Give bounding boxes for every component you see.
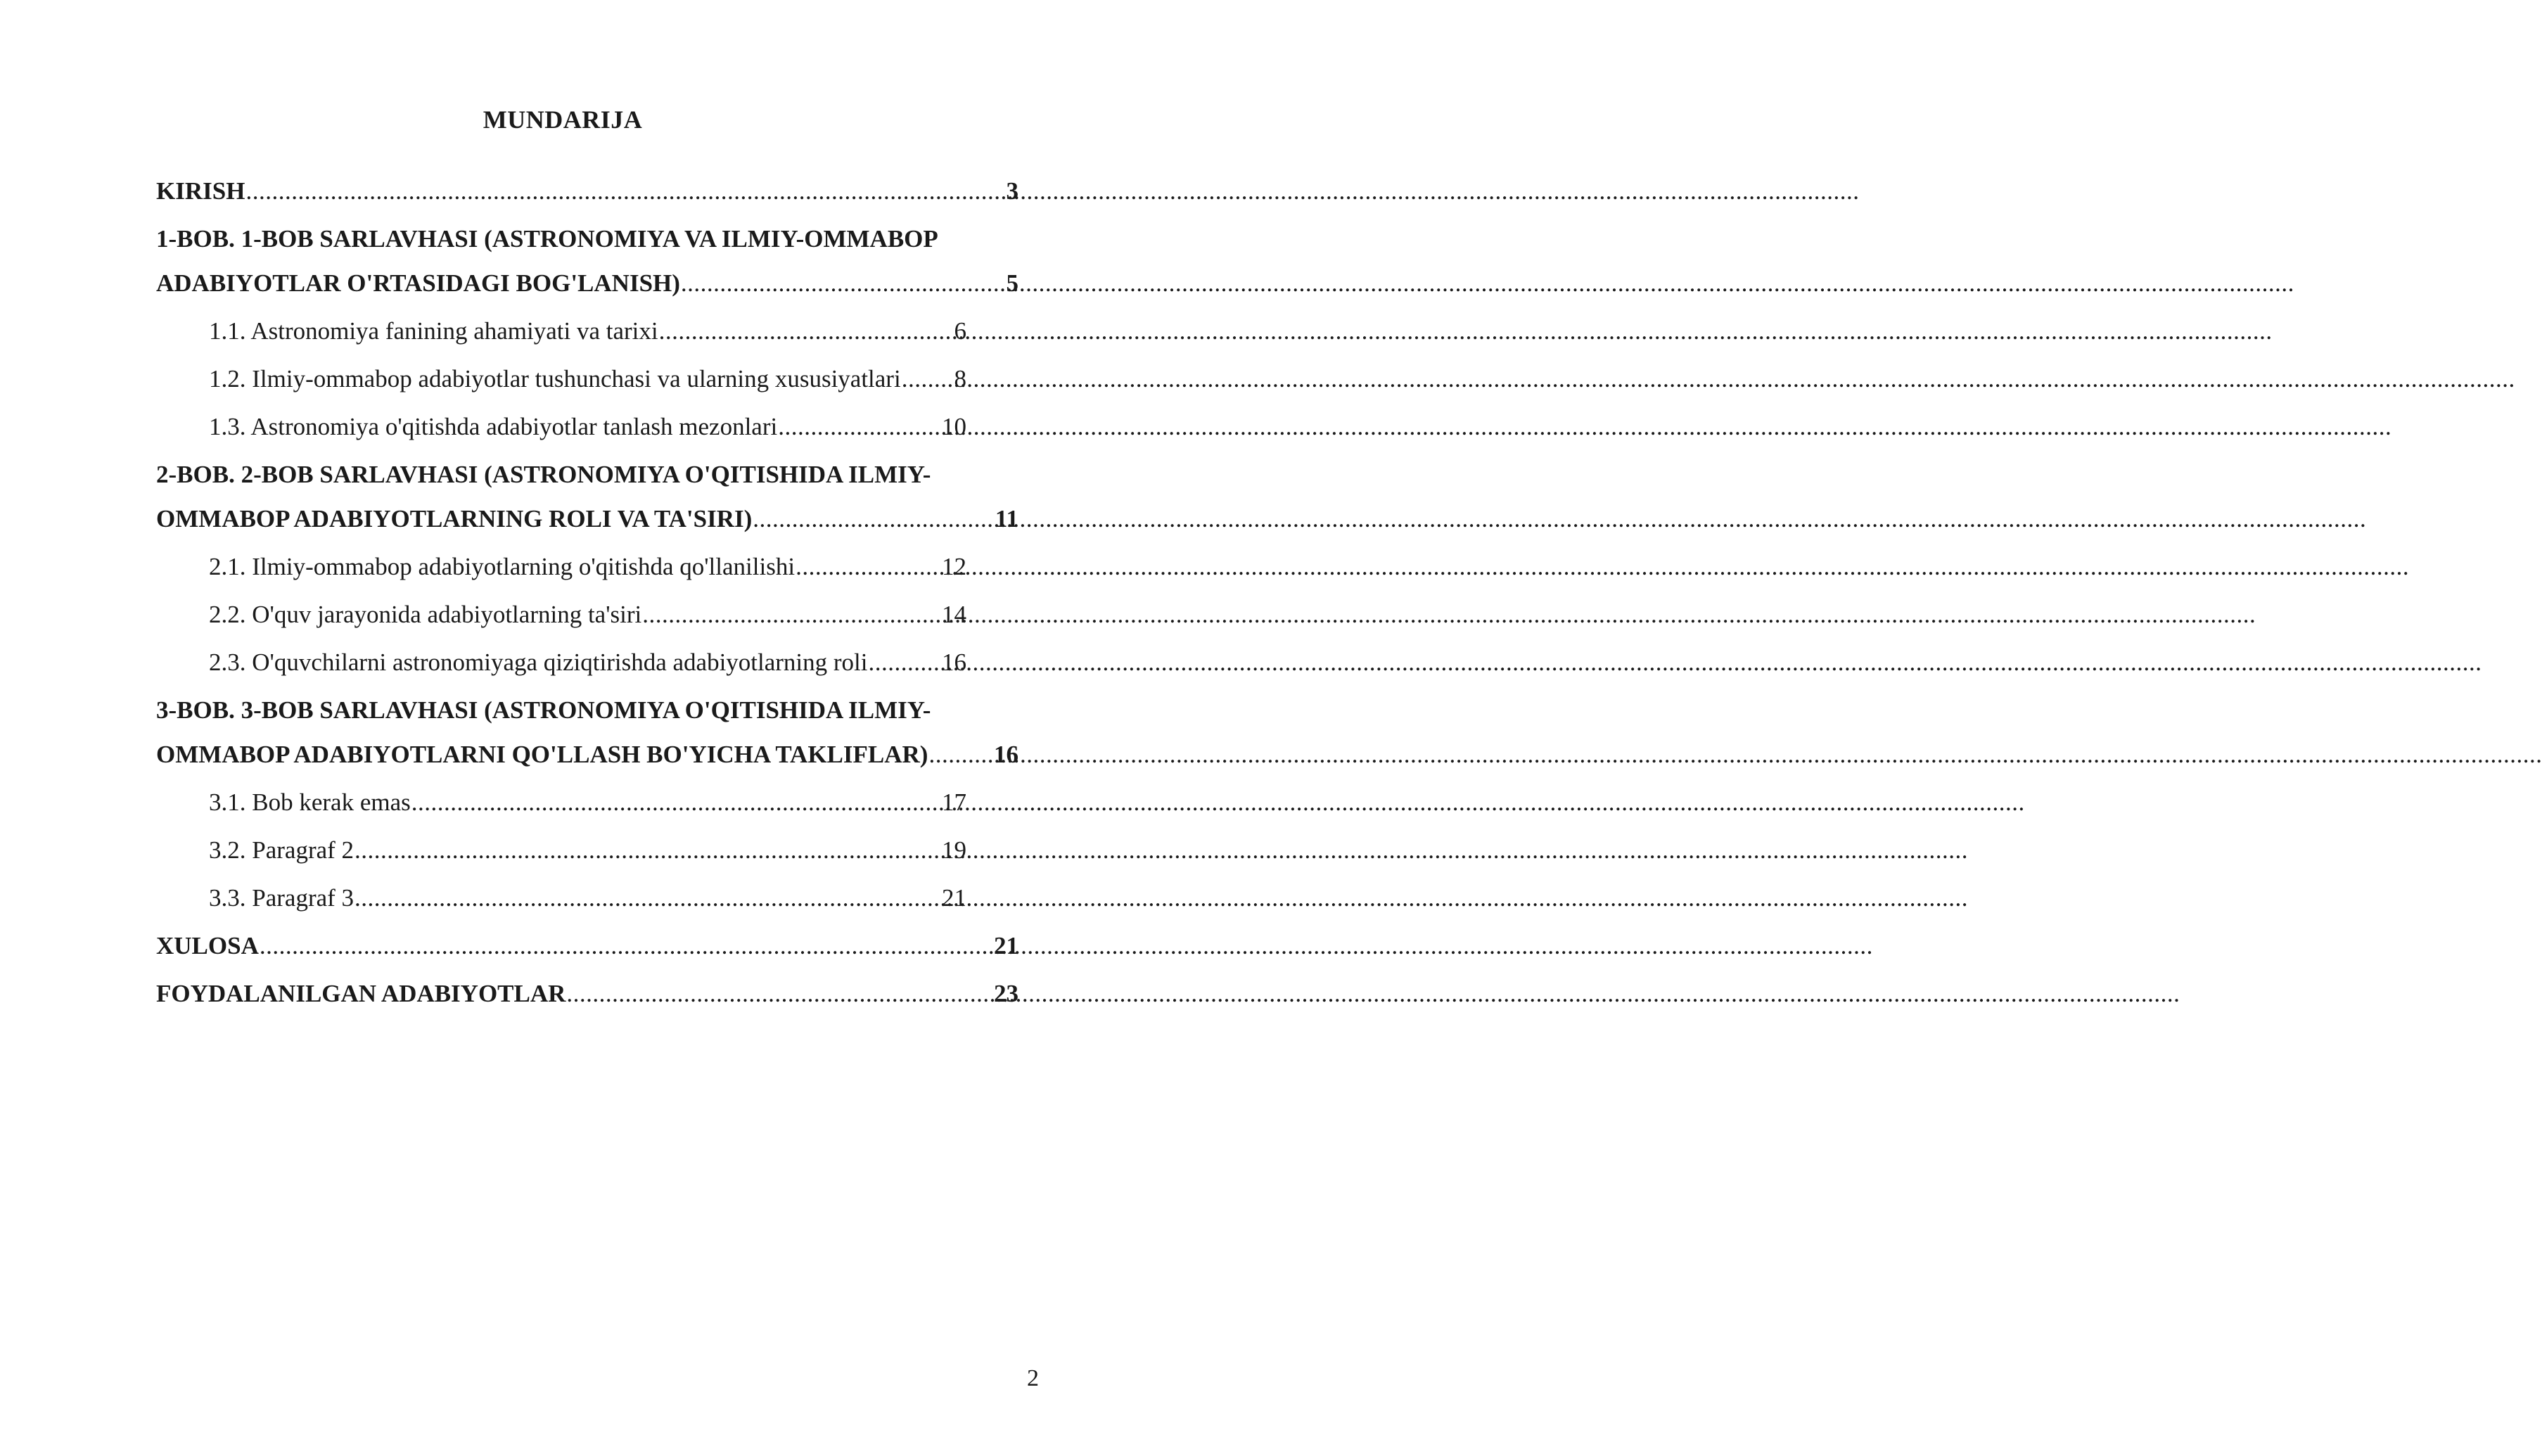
dot-leader: [260, 924, 993, 968]
toc-page-number: 21: [942, 884, 966, 912]
toc-entry-text: KIRISH: [156, 177, 245, 205]
toc-page-number: 3: [1006, 177, 1018, 205]
toc-chapter-entry[interactable]: [156, 217, 1018, 305]
toc-entry-text: 2.2. O'quv jarayonida adabiyotlarning ta'siri: [209, 601, 642, 628]
toc-page-number: 12: [942, 553, 966, 580]
dot-leader: [566, 971, 993, 1016]
toc-page-number: 19: [942, 836, 966, 864]
toc-entry-text: 3.2. Paragraf 2: [209, 836, 355, 864]
toc-page-number: 17: [942, 788, 966, 816]
toc-entry-text: 2-BOB. 2-BOB SARLAVHASI (ASTRONOMIYA O'QITISHIDA ILMIY-: [156, 461, 931, 488]
dot-leader: [642, 592, 941, 637]
toc-section-entry[interactable]: [209, 780, 966, 824]
toc-section-entry[interactable]: [209, 592, 966, 637]
dot-leader: [659, 309, 954, 353]
toc-entry-line: [209, 640, 966, 684]
toc-entry-line: [156, 971, 1018, 1016]
toc-chapter-entry[interactable]: [156, 924, 1018, 968]
dot-leader: [753, 497, 995, 541]
toc-entry-text: 1.2. Ilmiy-ommabop adabiyotlar tushunchasi va ularning xususiyatlari: [209, 365, 901, 392]
toc-page-number: 6: [954, 317, 966, 345]
toc-entry-line: [156, 261, 1018, 305]
dot-leader: [928, 732, 993, 777]
toc-entry-text: 1.1. Astronomiya fanining ahamiyati va tarixi: [209, 317, 658, 345]
toc-entry-line: [209, 357, 966, 401]
toc-page-number: 8: [954, 365, 966, 392]
toc-chapter-entry[interactable]: [156, 452, 1018, 541]
toc-page-number: 11: [995, 505, 1018, 532]
toc-entry-line: [156, 169, 1018, 213]
toc-chapter-entry[interactable]: [156, 169, 1018, 213]
toc-section-entry[interactable]: [209, 828, 966, 872]
toc-entry-line: [209, 876, 966, 920]
toc-entry-text: 3.1. Bob kerak emas: [209, 788, 411, 816]
toc-entry-text: 1.3. Astronomiya o'qitishda adabiyotlar tanlash mezonlari: [209, 413, 778, 440]
dot-leader: [411, 780, 941, 824]
toc-entry-line: [209, 828, 966, 872]
toc-entry-line: [156, 732, 1018, 777]
toc-entry-text: FOYDALANILGAN ADABIYOTLAR: [156, 980, 566, 1007]
toc-page-number: 21: [994, 932, 1018, 959]
dot-leader: [245, 169, 1005, 213]
toc-entry-text: 3-BOB. 3-BOB SARLAVHASI (ASTRONOMIYA O'QITISHIDA ILMIY-: [156, 696, 931, 724]
toc-entry-text: OMMABOP ADABIYOTLARNI QO'LLASH BO'YICHA TAKLIFLAR): [156, 741, 928, 768]
dot-leader: [778, 404, 941, 449]
table-of-contents: [156, 169, 1018, 1019]
toc-section-entry[interactable]: [209, 357, 966, 401]
toc-chapter-entry[interactable]: [156, 688, 1018, 777]
toc-entry-line: [209, 544, 966, 589]
toc-page-number: 14: [942, 601, 966, 628]
toc-entry-line: [156, 924, 1018, 968]
toc-entry-line: [209, 404, 966, 449]
page-title: MUNDARIJA: [483, 106, 643, 134]
toc-section-entry[interactable]: [209, 876, 966, 920]
toc-entry-text: 3.3. Paragraf 3: [209, 884, 355, 912]
toc-entry-text: 2.1. Ilmiy-ommabop adabiyotlarning o'qitishda qo'llanilishi: [209, 553, 796, 580]
toc-entry-line: [209, 592, 966, 637]
dot-leader: [355, 876, 941, 920]
page-number: 2: [1027, 1365, 1039, 1391]
toc-entry-line: [209, 309, 966, 353]
toc-section-entry[interactable]: [209, 309, 966, 353]
dot-leader: [681, 261, 1006, 305]
dot-leader: [355, 828, 941, 872]
dot-leader: [796, 544, 941, 589]
toc-page-number: 10: [942, 413, 966, 440]
toc-entry-text: ADABIYOTLAR O'RTASIDAGI BOG'LANISH): [156, 269, 680, 297]
dot-leader: [902, 357, 954, 401]
dot-leader: [869, 640, 941, 684]
toc-entry-text: 2.3. O'quvchilarni astronomiyaga qiziqtirishda adabiyotlarning roli: [209, 649, 868, 676]
toc-page-number: 16: [994, 741, 1018, 768]
toc-entry-text: XULOSA: [156, 932, 259, 959]
toc-section-entry[interactable]: [209, 640, 966, 684]
toc-section-entry[interactable]: [209, 404, 966, 449]
toc-page-number: 16: [942, 649, 966, 676]
toc-page-number: 5: [1006, 269, 1018, 297]
toc-entry-text: 1-BOB. 1-BOB SARLAVHASI (ASTRONOMIYA VA ILMIY-OMMABOP: [156, 225, 938, 253]
toc-entry-line: [209, 780, 966, 824]
toc-chapter-entry[interactable]: [156, 971, 1018, 1016]
toc-section-entry[interactable]: [209, 544, 966, 589]
toc-entry-text: OMMABOP ADABIYOTLARNING ROLI VA TA'SIRI): [156, 505, 753, 532]
toc-entry-line: [156, 497, 1018, 541]
toc-page-number: 23: [994, 980, 1018, 1007]
